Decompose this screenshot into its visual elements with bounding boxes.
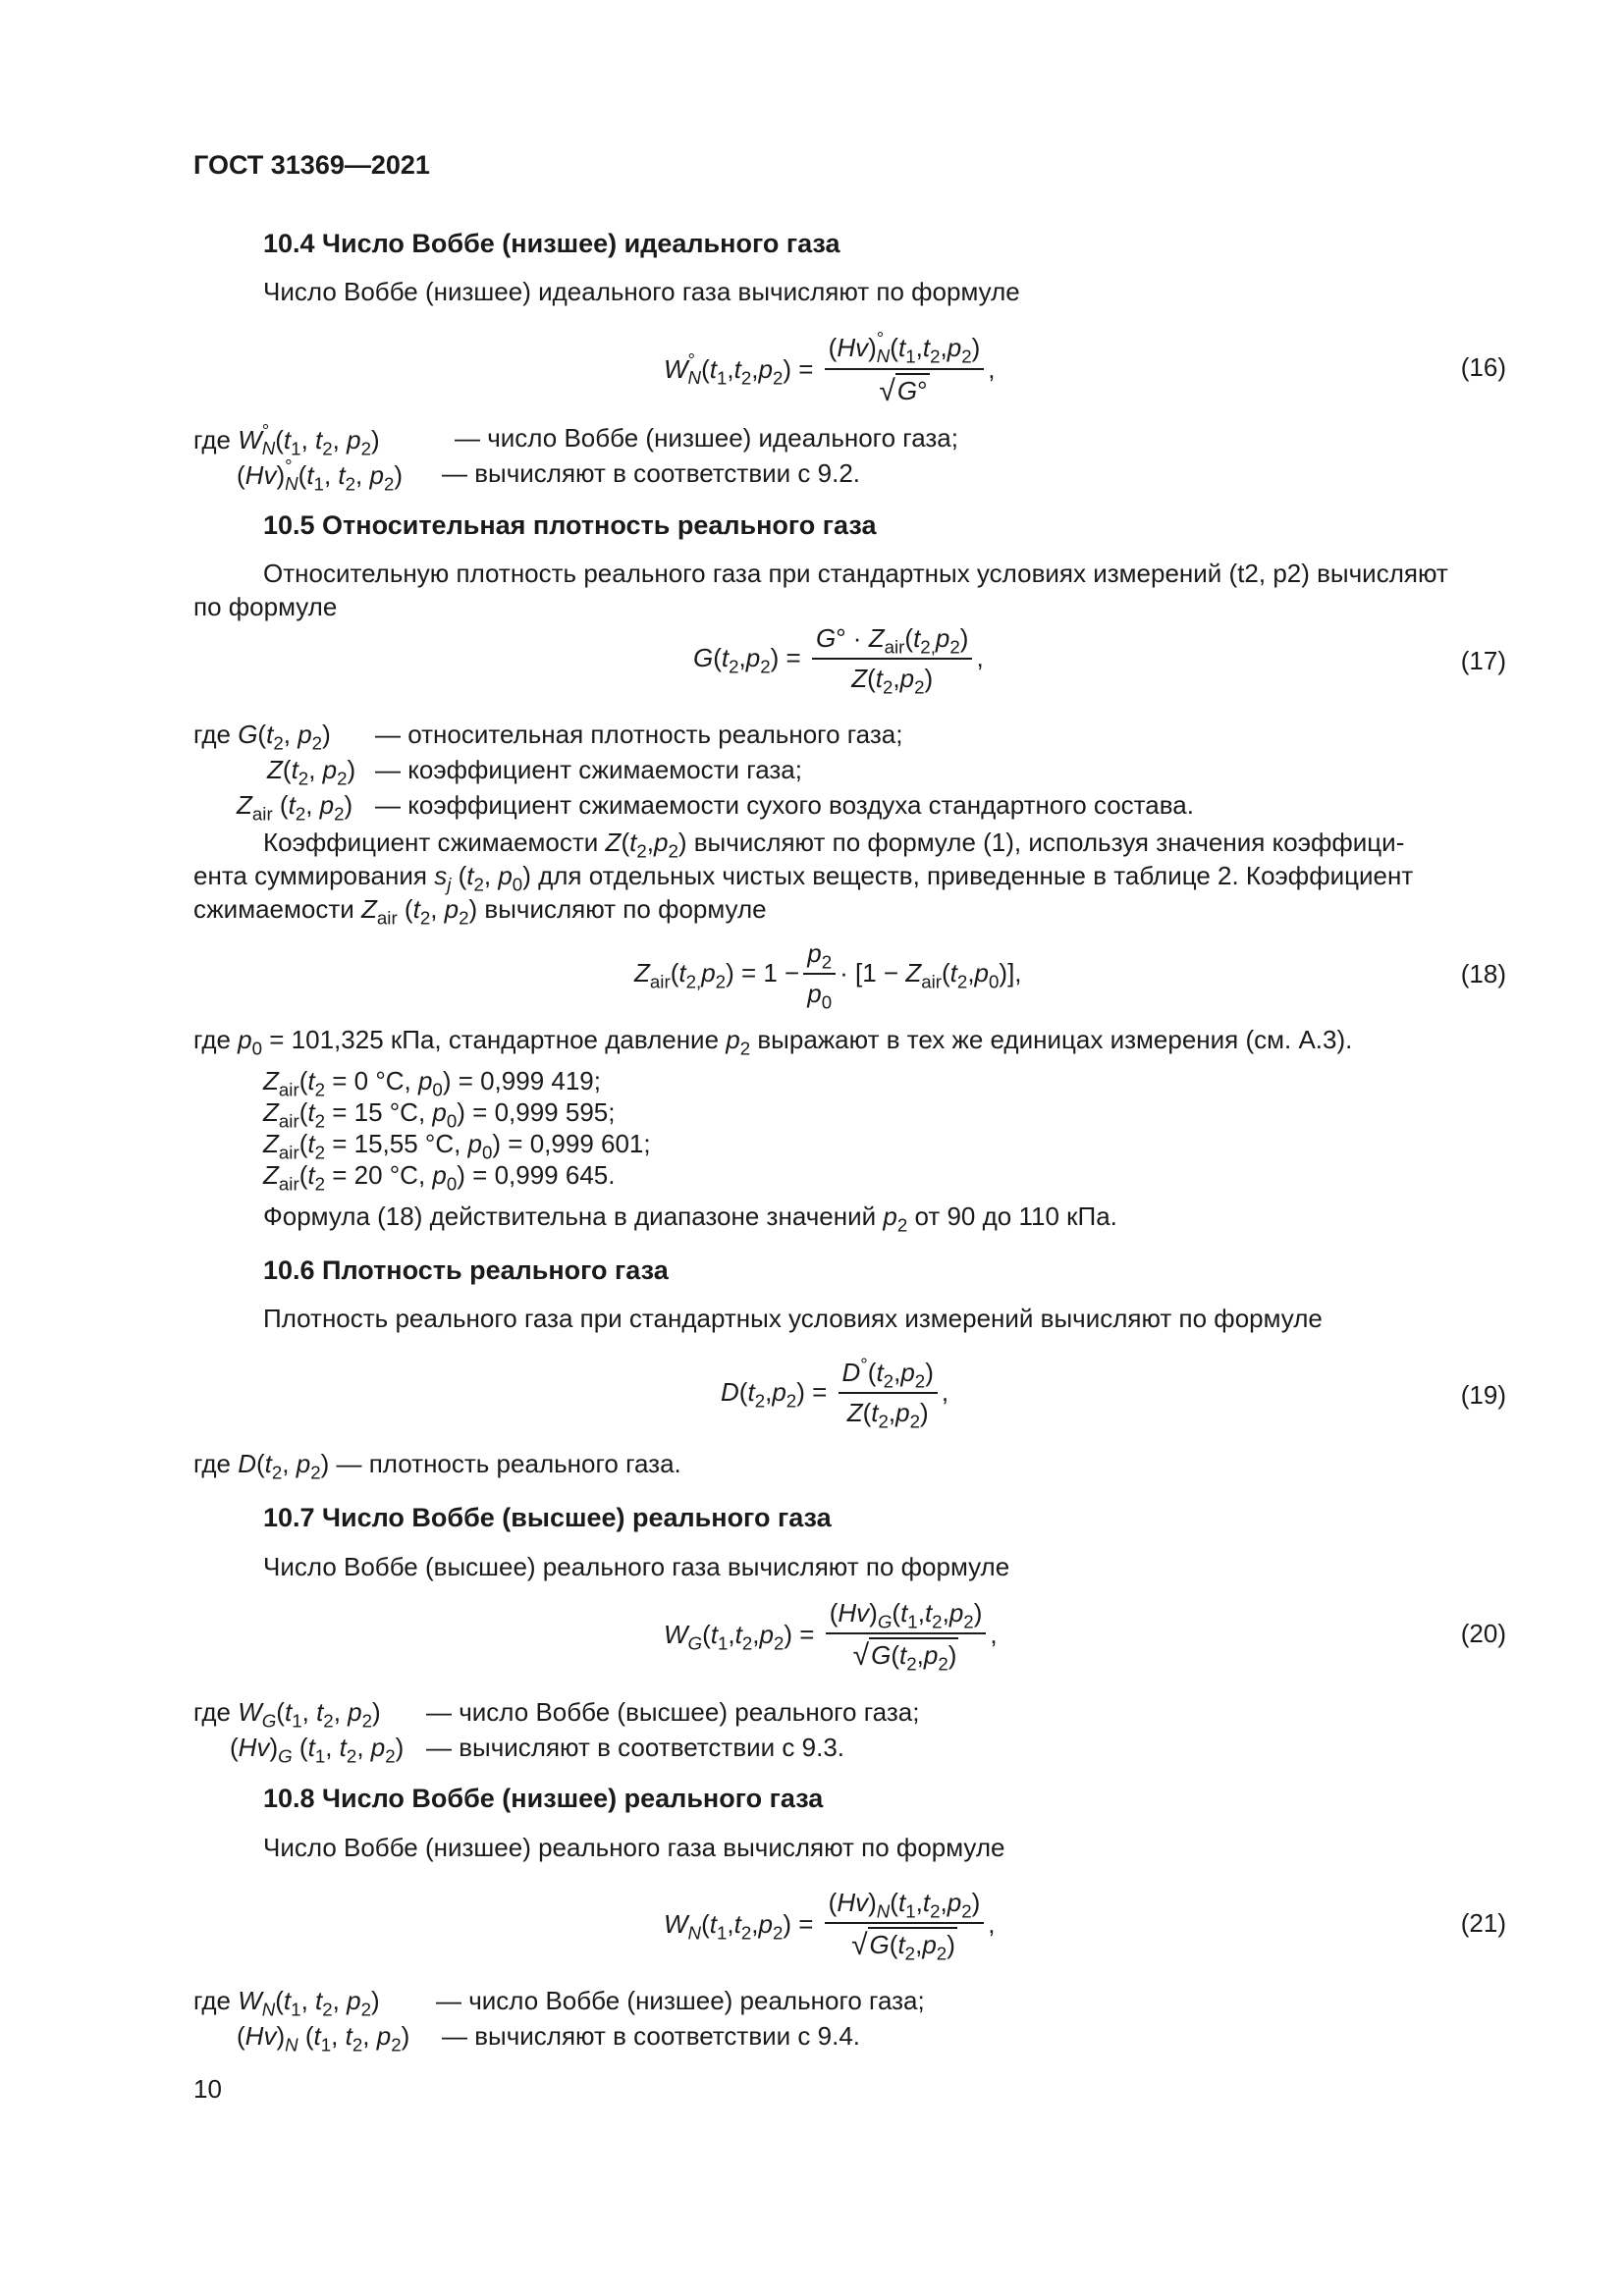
section-10-5-intro-line1: Относительную плотность реального газа при стандартных условиях измерений (t2, p2) вычисляют bbox=[263, 559, 1448, 588]
where-zair: $Z_{air}$ ($t_2$, $p_2$) bbox=[237, 790, 353, 825]
section-10-4-title: 10.4 Число Воббе (низшее) идеального газа bbox=[263, 229, 840, 258]
formula-16: W ° N $(t_1,t_2,p_2)$ = (Hv) ° N $(t_1,t_2,p_2)$ √ G° , bbox=[664, 328, 996, 408]
where-w-n-real: где $W_N(t_1$, $t_2$, $p_2$) bbox=[193, 1986, 380, 2020]
para-compressibility-line3: сжимаемости $Z_{air}$ ($t_2$, $p_2$) вычисляют по формуле bbox=[193, 894, 767, 929]
equation-number-16: (16) bbox=[1460, 352, 1506, 382]
equation-number-19: (19) bbox=[1460, 1380, 1506, 1410]
zair-value-15: $Z_{air}(t_2 = 15$ °С, $p_0) = 0,999$ 595; bbox=[263, 1097, 616, 1132]
where-z: $Z(t_2$, $p_2$) bbox=[267, 755, 356, 789]
formula-20: $W_G(t_1,t_2,p_2)$ = $(Hv)_G(t_1,t_2,p_2)$ √ $G(t_2,p_2)$ , bbox=[664, 1598, 998, 1675]
where-hv-n-ideal: (Hv) ° N ($t_1$, $t_2$, $p_2$) bbox=[237, 455, 404, 495]
equation-number-17: (17) bbox=[1460, 646, 1506, 675]
formula-17: $G(t_2,p_2)$ = $\frac{G^\circ \cdot Z_{air}(t_{2,}p_2)}{Z(t_2,p_2)}$ , bbox=[693, 623, 984, 698]
where-w-n-real-desc: — число Воббе (низшее) реального газа; bbox=[436, 1986, 925, 2015]
section-10-8-intro: Число Воббе (низшее) реального газа вычисляют по формуле bbox=[263, 1833, 1005, 1862]
section-10-6-title: 10.6 Плотность реального газа bbox=[263, 1255, 669, 1285]
where-z-desc: — коэффициент сжимаемости газа; bbox=[375, 755, 802, 784]
section-10-5-intro-line2: по формуле bbox=[193, 592, 338, 621]
where-w-g: где $W_G(t_1$, $t_2$, $p_2$) bbox=[193, 1697, 381, 1732]
section-10-5-title: 10.5 Относительная плотность реального газа bbox=[263, 510, 877, 540]
equation-number-18: (18) bbox=[1460, 959, 1506, 988]
zair-value-15-55: $Z_{air}(t_2 = 15,55$ °С, $p_0) = 0,999$ 601; bbox=[263, 1129, 651, 1163]
document-header: ГОСТ 31369—2021 bbox=[193, 150, 430, 180]
equation-number-20: (20) bbox=[1460, 1619, 1506, 1648]
section-10-4-intro: Число Воббе (низшее) идеального газа вычисляют по формуле bbox=[263, 277, 1020, 306]
where-w-g-desc: — число Воббе (высшее) реального газа; bbox=[426, 1697, 920, 1727]
where-d-desc: — плотность реального газа. bbox=[336, 1449, 681, 1478]
where-zair-desc: — коэффициент сжимаемости сухого воздуха стандартного состава. bbox=[375, 790, 1194, 820]
zair-value-0: $Z_{air}(t_2 = 0$ °С, $p_0) = 0,999$ 419; bbox=[263, 1066, 601, 1100]
where-hv-n-real: $(Hv)_N$ ($t_1$, $t_2$, $p_2$) bbox=[237, 2021, 410, 2056]
para-compressibility-line2: ента суммирования $s_j$ ($t_2$, $p_0$) для отдельных чистых веществ, приведенные в таблице 2. Коэффициент bbox=[193, 861, 1414, 895]
where-hv-n-real-desc: — вычисляют в соответствии с 9.4. bbox=[442, 2021, 861, 2051]
formula-19: $D(t_2,p_2)$ = $\frac{D^\circ(t_2,p_2)}{Z(t_2,p_2)}$ , bbox=[721, 1354, 949, 1432]
where-d: где $D(t_2$, $p_2$) — плотность реального газа. bbox=[193, 1449, 681, 1483]
para-compressibility-line1: Коэффициент сжимаемости $Z(t_2,p_2)$ вычисляют по формуле (1), используя значения коэффици- bbox=[263, 828, 1405, 862]
page-number: 10 bbox=[193, 2074, 222, 2104]
where-hv-g-desc: — вычисляют в соответствии с 9.3. bbox=[426, 1733, 845, 1762]
formula-18-validity: Формула (18) действительна в диапазоне значений $p_2$ от 90 до 110 кПа. bbox=[263, 1201, 1117, 1236]
section-10-8-title: 10.8 Число Воббе (низшее) реального газа bbox=[263, 1784, 824, 1813]
where-hv-n-ideal-desc: — вычисляют в соответствии с 9.2. bbox=[442, 458, 861, 488]
where-w-n-ideal-desc: — число Воббе (низшее) идеального газа; bbox=[455, 423, 958, 453]
section-10-6-intro: Плотность реального газа при стандартных условиях измерений вычисляют по формуле bbox=[263, 1304, 1323, 1333]
formula-18: $Z_{air}(t_{2,}p_2) = 1$ − $\frac{p_2}{p_0}$ · $[1 - Z_{air}(t_2,p_0)]$, bbox=[634, 938, 1022, 1013]
where-hv-g: $(Hv)_G$ ($t_1$, $t_2$, $p_2$) bbox=[230, 1733, 405, 1767]
formula-21: $W_N(t_1,t_2,p_2)$ = $(Hv)_N(t_1,t_2,p_2)$ √ $G(t_2,p_2)$ , bbox=[664, 1888, 996, 1964]
section-10-7-title: 10.7 Число Воббе (высшее) реального газа bbox=[263, 1503, 832, 1532]
where-g-desc: — относительная плотность реального газа; bbox=[375, 720, 903, 749]
zair-value-20: $Z_{air}(t_2 = 20$ °С, $p_0) = 0,999$ 645. bbox=[263, 1160, 616, 1195]
section-10-7-intro: Число Воббе (высшее) реального газа вычисляют по формуле bbox=[263, 1552, 1010, 1581]
where-w-n-ideal: где W ° N ($t_1$, $t_2$, $p_2$) bbox=[193, 420, 380, 459]
where-g: где $G(t_2$, $p_2$) bbox=[193, 720, 331, 754]
where-p0: где $p_0 = 101,325$ кПа, стандартное давление $p_2$ выражают в тех же единицах измерения (см. А.3). bbox=[193, 1025, 1353, 1059]
equation-number-21: (21) bbox=[1460, 1908, 1506, 1938]
